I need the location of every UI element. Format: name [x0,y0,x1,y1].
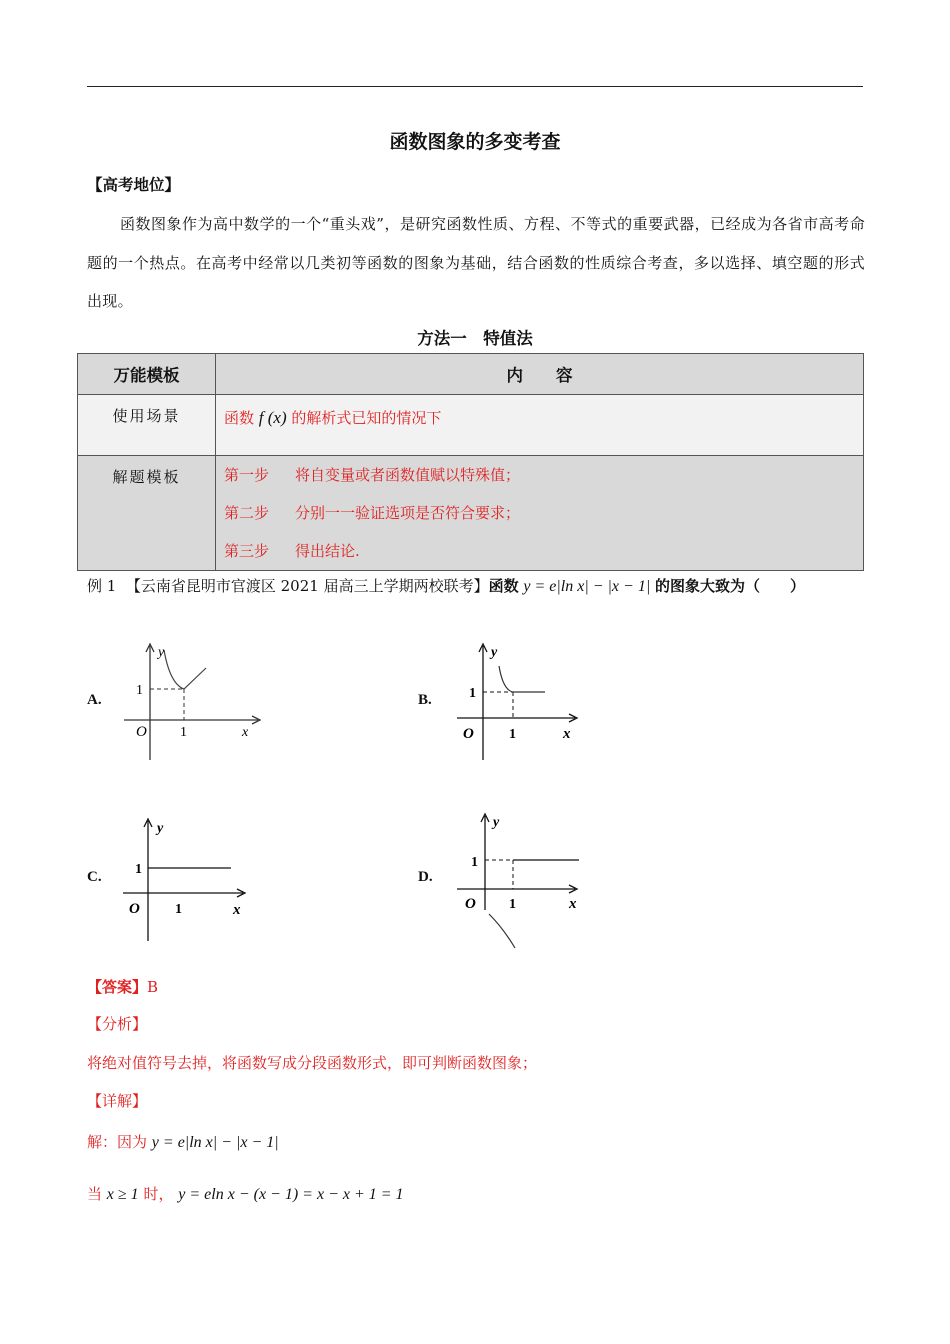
function-expression: f (x) [258,408,287,427]
row-content-scenario: 函数 f (x) 的解析式已知的情况下 [216,395,864,456]
axis-label-y: y [493,815,500,830]
example-stem: 例 1 【云南省昆明市官渡区 2021 届高三上学期两校联考】函数 y = e|ln x| − |x − 1| 的图象大致为（ ） [87,577,806,595]
case-condition: x ≥ 1 [106,1186,139,1203]
option-a-label[interactable]: A. [87,692,102,708]
origin-label: O [136,724,147,740]
axis-label-x: x [242,725,249,740]
option-a-graph[interactable] [110,640,270,765]
page-title: 函数图象的多变考查 [389,131,561,153]
step-item: 第一步 将自变量或者函数值赋以特殊值； [224,466,521,484]
detail-formula: y = e|ln x| − |x − 1| [151,1134,279,1151]
method-title: 方法一 特值法 [417,329,533,348]
axis-label-x: x [563,726,571,742]
origin-label: O [463,726,474,742]
option-c-label[interactable]: C. [87,869,102,885]
detail-line: 解：因为 y = e|ln x| − |x − 1| [87,1133,279,1151]
table-header-template: 万能模板 [78,354,216,395]
option-b-graph[interactable] [445,640,595,765]
answer-line [87,976,158,997]
step-item: 第二步 分别一一验证选项是否符合要求； [224,504,521,522]
origin-label: O [465,896,476,912]
axis-label-y: y [491,645,498,660]
step-item: 第三步 得出结论. [224,542,360,560]
tick-label-y1: 1 [469,686,476,701]
option-d-label[interactable]: D. [418,869,433,885]
analysis-tag: 【分析】 [87,1015,148,1033]
section-heading-position: 【高考地位】 [87,176,181,194]
option-b-label[interactable]: B. [418,692,432,708]
tick-label-x1: 1 [509,897,516,912]
origin-label: O [129,901,140,917]
header-rule [87,86,863,87]
tick-label-y1: 1 [135,862,142,877]
axis-label-x: x [233,902,241,918]
row-label-template: 解题模板 [78,456,216,571]
tick-label-x1: 1 [180,725,187,740]
case-line: 当 x ≥ 1 时， y = eln x − (x − 1) = x − x + 1 = 1 [87,1185,404,1203]
answer-tag: 【答案】 [87,978,148,996]
table-header-content: 内 容 [216,354,864,395]
axis-label-x: x [569,896,577,912]
axis-label-y: y [158,645,165,660]
template-table [77,353,864,571]
row-label-scenario: 使用场景 [78,395,216,456]
option-c-graph[interactable] [115,815,255,945]
detail-tag: 【详解】 [87,1092,148,1110]
tick-label-y1: 1 [471,855,478,870]
tick-label-x1: 1 [175,902,182,917]
position-paragraph: 函数图象作为高中数学的一个“重头戏”，是研究函数性质、方程、不等式的重要武器，已经成为各省市高考命题的一个热点。在高考中经常以几类初等函数的图象为基础，结合函数的性质综合考查，多以选择、填空题的形式出现。 [87,215,865,310]
case-formula: y = eln x − (x − 1) = x − x + 1 = 1 [178,1186,404,1203]
tick-label-x1: 1 [509,727,516,742]
example-formula: y = e|ln x| − |x − 1| [523,578,651,595]
axis-label-y: y [157,821,164,836]
analysis-text: 将绝对值符号去掉，将函数写成分段函数形式，即可判断函数图象； [87,1054,538,1072]
option-d-graph[interactable] [445,810,595,955]
row-content-steps [216,456,864,571]
tick-label-y1: 1 [136,683,143,698]
answer-value: B [147,978,159,996]
